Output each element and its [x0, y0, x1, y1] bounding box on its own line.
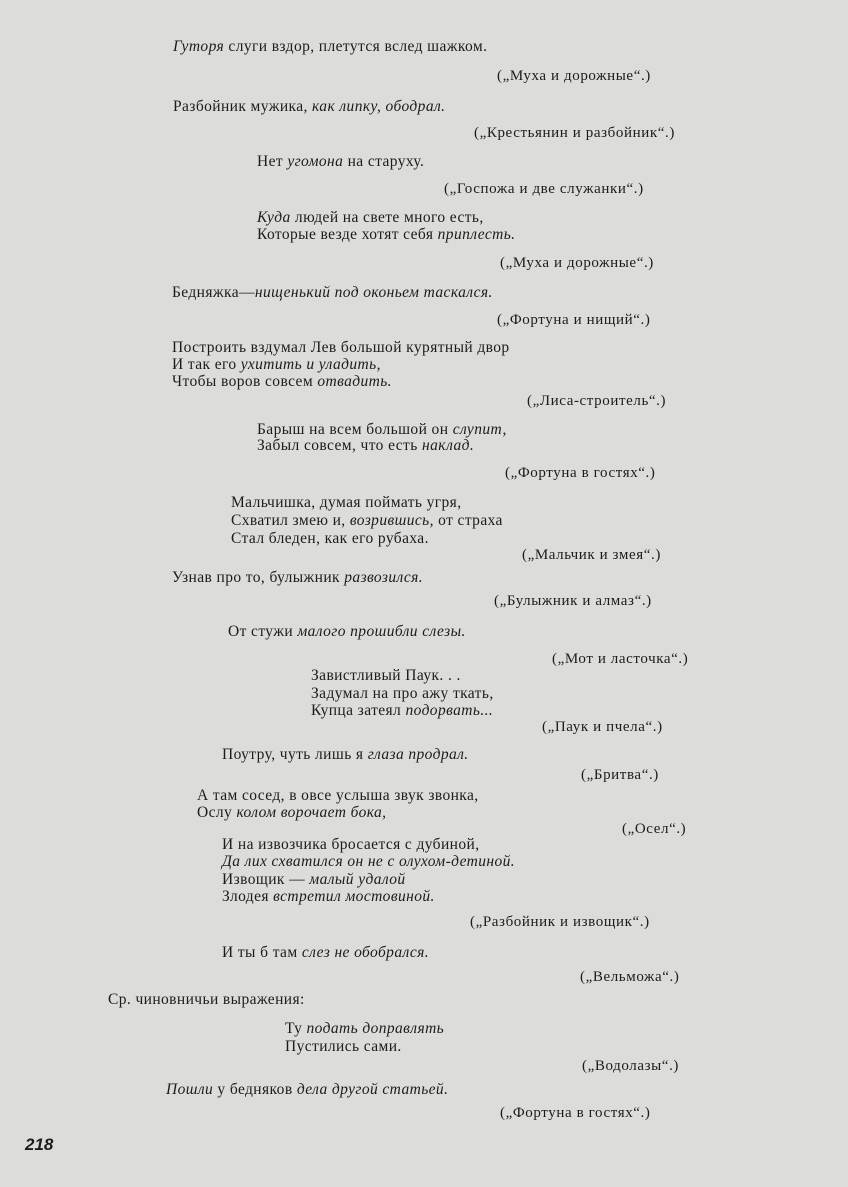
source-citation — [497, 67, 651, 85]
source-citation — [552, 650, 688, 668]
quote-line — [166, 1081, 448, 1099]
quote-line — [231, 512, 503, 530]
quote-line — [311, 667, 461, 685]
text-segment: Барыш на всем большой он — [257, 421, 453, 438]
text-segment: Ослу — [197, 804, 237, 821]
italic-phrase: малого прошибли слезы. — [297, 623, 466, 640]
source-citation — [470, 913, 650, 931]
source-citation — [505, 464, 656, 482]
italic-phrase: ухитить и уладить, — [240, 356, 381, 373]
italic-phrase: отвадить. — [317, 373, 392, 390]
italic-phrase: развозился. — [344, 569, 423, 586]
text-segment: Мальчишка, думая поймать угря, — [231, 494, 462, 511]
source-citation — [527, 392, 666, 410]
quote-line — [285, 1038, 402, 1056]
source-citation — [542, 718, 663, 736]
text-segment: („Водолазы“.) — [582, 1058, 680, 1074]
text-segment: Схватил змею и, — [231, 512, 350, 529]
italic-phrase: колом ворочает бока, — [236, 804, 387, 821]
italic-phrase: Гуторя — [173, 38, 225, 55]
italic-phrase: подать доправлять — [306, 1020, 445, 1037]
quote-line — [257, 437, 474, 455]
text-segment: И на извозчика бросается с дубиной, — [222, 836, 480, 853]
italic-phrase: подорвать... — [405, 702, 494, 719]
text-segment: („Фортуна в гостях“.) — [500, 1105, 651, 1121]
text-segment: („Крестьянин и разбойник“.) — [474, 125, 675, 141]
italic-phrase: угомона — [287, 153, 344, 170]
quote-line — [172, 339, 510, 357]
quote-line — [197, 804, 386, 822]
text-segment: („Муха и дорожные“.) — [500, 255, 654, 271]
italic-phrase: дела другой статьей. — [296, 1081, 449, 1098]
source-citation — [582, 1057, 679, 1075]
quote-line — [172, 284, 493, 302]
source-citation — [622, 820, 686, 838]
quote-line — [228, 623, 466, 641]
text-segment: Извощик — — [222, 871, 310, 888]
text-segment: Купца затеял — [311, 702, 406, 719]
text-segment: Которые везде хотят себя — [257, 226, 438, 243]
text-segment: Забыл совсем, что есть — [257, 437, 422, 454]
source-citation — [497, 311, 650, 329]
quote-line — [257, 153, 424, 171]
quote-line — [222, 853, 515, 871]
quote-line — [173, 98, 445, 116]
text-segment: у бедняков — [213, 1081, 297, 1098]
quote-line — [311, 702, 493, 720]
text-segment: („Бритва“.) — [581, 767, 659, 783]
page-number: 218 — [25, 1135, 54, 1154]
source-citation — [444, 180, 644, 198]
text-segment: („Мальчик и змея“.) — [522, 547, 661, 563]
source-citation — [522, 546, 661, 564]
text-segment: Поутру, чуть лишь я — [222, 746, 368, 763]
text-segment: Задумал на про ажу ткать, — [311, 685, 494, 702]
quote-line — [108, 991, 305, 1009]
italic-phrase: Пошли — [166, 1081, 214, 1098]
text-segment: („Осел“.) — [622, 821, 687, 837]
quote-line — [231, 530, 429, 548]
text-segment: от страха — [433, 512, 503, 529]
italic-phrase: слупит, — [452, 421, 507, 438]
quote-line — [173, 38, 487, 56]
quote-line — [197, 787, 479, 805]
quote-line — [222, 746, 469, 764]
quote-line — [257, 226, 515, 244]
text-segment: Бедняжка— — [172, 284, 255, 301]
quote-line — [222, 944, 429, 962]
quote-line — [231, 494, 462, 512]
text-segment: Ср. чиновничьи выражения: — [108, 991, 305, 1008]
text-segment: Нет — [257, 153, 288, 170]
text-segment: („Лиса-строитель“.) — [527, 393, 667, 409]
text-segment: И так его — [172, 356, 241, 373]
text-segment: („Госпожа и две служанки“.) — [444, 181, 644, 197]
italic-phrase: слез не обобрался. — [301, 944, 429, 961]
text-segment: От стужи — [228, 623, 298, 640]
text-segment: („Фортуна в гостях“.) — [505, 465, 656, 481]
text-segment: на старуху. — [343, 153, 425, 170]
quote-line — [285, 1020, 444, 1038]
source-citation — [500, 1104, 651, 1122]
text-segment: Пустились сами. — [285, 1038, 402, 1055]
italic-phrase: наклад. — [421, 437, 475, 454]
quote-line — [311, 685, 494, 703]
italic-phrase: нищенький под оконьем таскался. — [254, 284, 493, 301]
text-segment: Чтобы воров совсем — [172, 373, 318, 390]
source-citation — [474, 124, 675, 142]
italic-phrase: Куда — [257, 209, 291, 226]
quote-line — [172, 373, 392, 391]
text-segment: („Муха и дорожные“.) — [497, 68, 651, 84]
italic-phrase: встретил мостовиной. — [273, 888, 435, 905]
source-citation — [581, 766, 659, 784]
quote-line — [172, 569, 423, 587]
source-citation — [580, 968, 680, 986]
quote-line — [257, 209, 484, 227]
italic-phrase: Да лих схватился он не с олухом-детиной. — [222, 853, 516, 870]
text-segment: Разбойник мужика, — [173, 98, 313, 115]
quote-line — [222, 888, 435, 906]
italic-phrase: приплесть. — [437, 226, 516, 243]
italic-phrase: возрившись, — [349, 512, 434, 529]
quote-line — [172, 356, 381, 374]
source-citation — [500, 254, 654, 272]
quote-line — [222, 836, 479, 854]
text-segment: людей на свете много есть, — [290, 209, 484, 226]
text-segment: („Фортуна и нищий“.) — [497, 312, 651, 328]
text-segment: Узнав про то, булыжник — [172, 569, 345, 586]
text-segment: Злодея — [222, 888, 274, 905]
italic-phrase: малый удалой — [309, 871, 406, 888]
quote-line — [222, 871, 406, 889]
text-segment: Завистливый Паук. . . — [311, 667, 461, 684]
italic-phrase: как липку, ободрал. — [312, 98, 446, 115]
text-segment: („Разбойник и извощик“.) — [470, 914, 650, 930]
text-segment: А там сосед, в овсе услыша звук звонка, — [197, 787, 479, 804]
text-segment: Стал бледен, как его рубаха. — [231, 530, 429, 547]
source-citation — [494, 592, 652, 610]
text-segment: („Булыжник и алмаз“.) — [494, 593, 652, 609]
text-segment: Ту — [285, 1020, 307, 1037]
text-segment: слуги вздор, плетутся вслед шажком. — [224, 38, 488, 55]
text-segment: („Мот и ласточка“.) — [552, 651, 689, 667]
text-segment: И ты б там — [222, 944, 302, 961]
text-segment: („Паук и пчела“.) — [542, 719, 663, 735]
text-segment: Построить вздумал Лев большой курятный двор — [172, 339, 510, 356]
italic-phrase: глаза продрал. — [367, 746, 469, 763]
text-segment: („Вельможа“.) — [580, 969, 680, 985]
